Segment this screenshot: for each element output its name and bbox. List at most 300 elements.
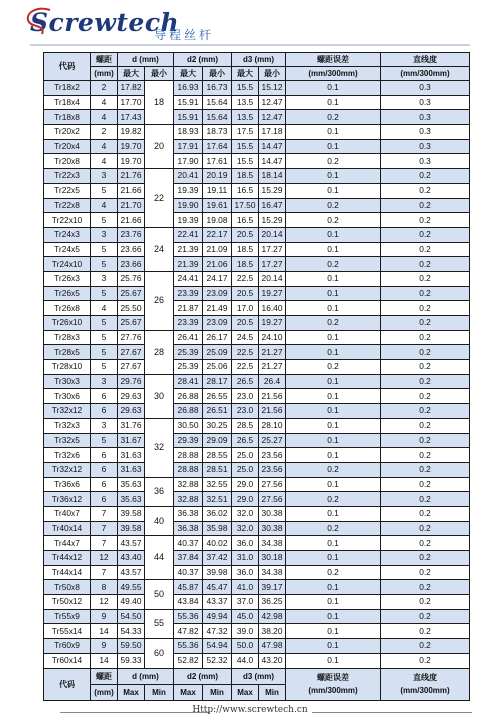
cell-pitch-error: 0.2 [286,110,381,125]
cell-code: Tr50x8 [44,580,91,595]
cell-d2-min: 28.17 [203,374,232,389]
cell-d3-max: 22.5 [232,345,259,360]
cell-d2-max: 36.38 [174,521,203,536]
cell-pitch-error: 0.2 [286,316,381,331]
cell-d2-min: 21.09 [203,242,232,257]
cell-d-min-merged: 40 [145,506,174,535]
cell-straightness: 0.2 [381,536,470,551]
cell-d-max: 27.67 [118,345,145,360]
cell-pitch-error: 0.1 [286,609,381,624]
cell-d-max: 23.66 [118,257,145,272]
cell-d-max: 23.76 [118,227,145,242]
cell-d2-max: 17.90 [174,154,203,169]
cell-code: Tr24x10 [44,257,91,272]
cell-d3-min: 15.29 [259,213,286,228]
cell-pitch-error: 0.2 [286,462,381,477]
cell-straightness: 0.2 [381,492,470,507]
table-row [44,462,470,477]
cell-d2-max: 45.87 [174,580,203,595]
cell-d2-min: 37.42 [203,551,232,566]
cell-d3-max: 20.5 [232,286,259,301]
cell-d3-max: 16.5 [232,183,259,198]
table-row [44,345,470,360]
cell-d3-max: 28.5 [232,418,259,433]
cell-d2-min: 26.55 [203,389,232,404]
cell-pitch: 7 [91,521,118,536]
cell-d2-min: 15.64 [203,110,232,125]
cell-straightness: 0.2 [381,301,470,316]
cell-code: Tr44x7 [44,536,91,551]
cell-pitch-error: 0.1 [286,506,381,521]
cell-d3-min: 14.47 [259,139,286,154]
cell-straightness: 0.2 [381,418,470,433]
cell-d2-min: 36.02 [203,506,232,521]
cell-d-max: 31.76 [118,418,145,433]
cell-pitch: 5 [91,213,118,228]
cell-code: Tr18x4 [44,95,91,110]
cell-pitch-error: 0.1 [286,551,381,566]
cell-d3-min: 26.4 [259,374,286,389]
header-d2-max: 最大 [174,67,203,81]
cell-d3-max: 15.5 [232,81,259,96]
cell-pitch: 2 [91,125,118,140]
cell-straightness: 0.3 [381,154,470,169]
cell-d-min-merged: 32 [145,418,174,477]
cell-code: Tr32x3 [44,418,91,433]
cell-d3-max: 15.5 [232,139,259,154]
cell-straightness: 0.2 [381,639,470,654]
cell-straightness: 0.2 [381,198,470,213]
cell-pitch: 12 [91,595,118,610]
cell-d-max: 27.67 [118,360,145,375]
spec-table [43,52,470,701]
cell-d3-min: 25.27 [259,433,286,448]
cell-d3-min: 15.29 [259,183,286,198]
footer-url: Http://www.screwtech.cn [192,705,308,715]
header-d-min: 最小 [145,67,174,81]
cell-d3-max: 18.5 [232,257,259,272]
cell-code: Tr20x2 [44,125,91,140]
cell-pitch-error: 0.1 [286,624,381,639]
cell-pitch: 7 [91,506,118,521]
cell-d-max: 29.76 [118,374,145,389]
page-subtitle: 导程丝杆 [154,28,215,42]
cell-straightness: 0.2 [381,624,470,639]
table-row [44,448,470,463]
cell-d3-max: 37.0 [232,595,259,610]
cell-d2-min: 47.32 [203,624,232,639]
footer-d2-max: Max [174,684,203,700]
cell-pitch: 6 [91,462,118,477]
header-d3-max: 最大 [232,67,259,81]
cell-d2-max: 28.41 [174,374,203,389]
cell-d-max: 39.58 [118,521,145,536]
cell-straightness: 0.2 [381,330,470,345]
table-row [44,139,470,154]
cell-d2-max: 22.41 [174,227,203,242]
cell-d-max: 25.50 [118,301,145,316]
cell-d2-max: 21.87 [174,301,203,316]
cell-straightness: 0.2 [381,462,470,477]
cell-d2-min: 39.98 [203,565,232,580]
cell-d2-max: 26.88 [174,404,203,419]
cell-d2-min: 19.11 [203,183,232,198]
cell-d3-min: 27.56 [259,477,286,492]
cell-d3-min: 12.47 [259,95,286,110]
cell-straightness: 0.2 [381,213,470,228]
cell-d-max: 39.58 [118,506,145,521]
cell-straightness: 0.2 [381,242,470,257]
table-row [44,433,470,448]
cell-pitch: 5 [91,345,118,360]
table-header-row [44,53,470,67]
cell-pitch: 3 [91,169,118,184]
cell-code: Tr40x14 [44,521,91,536]
cell-d3-min: 30.38 [259,521,286,536]
cell-code: Tr22x8 [44,198,91,213]
footer-pitch-unit: (mm) [91,684,118,700]
cell-pitch-error: 0.1 [286,580,381,595]
cell-d3-min: 39.17 [259,580,286,595]
cell-pitch-error: 0.1 [286,404,381,419]
cell-d-min-merged: 44 [145,536,174,580]
cell-pitch-error: 0.1 [286,433,381,448]
footer-straight-unit: (mm/300mm) [400,686,450,695]
cell-pitch: 4 [91,139,118,154]
cell-d3-max: 22.5 [232,360,259,375]
cell-d2-max: 26.88 [174,389,203,404]
cell-d3-max: 13.5 [232,95,259,110]
cell-d3-min: 28.10 [259,418,286,433]
cell-d2-min: 28.51 [203,462,232,477]
cell-d3-max: 23.0 [232,404,259,419]
cell-d2-max: 29.39 [174,433,203,448]
cell-code: Tr24x5 [44,242,91,257]
logo-text: Screwtech [30,8,180,37]
cell-straightness: 0.2 [381,609,470,624]
cell-d3-min: 38.20 [259,624,286,639]
cell-pitch-error: 0.1 [286,448,381,463]
cell-pitch-error: 0.2 [286,492,381,507]
table-row [44,154,470,169]
cell-d3-min: 19.27 [259,286,286,301]
cell-d-max: 31.63 [118,462,145,477]
cell-d3-max: 16.5 [232,213,259,228]
cell-d3-min: 27.56 [259,492,286,507]
cell-pitch-error: 0.2 [286,213,381,228]
cell-pitch: 5 [91,330,118,345]
cell-code: Tr28x3 [44,330,91,345]
table-row [44,580,470,595]
cell-code: Tr55x9 [44,609,91,624]
cell-d3-max: 17.0 [232,301,259,316]
cell-d3-max: 25.0 [232,448,259,463]
cell-d2-min: 23.09 [203,286,232,301]
cell-code: Tr18x2 [44,81,91,96]
cell-straightness: 0.2 [381,227,470,242]
table-row [44,389,470,404]
table-body [44,81,470,669]
cell-straightness: 0.2 [381,551,470,566]
table-row [44,492,470,507]
cell-pitch: 6 [91,448,118,463]
cell-d3-min: 19.27 [259,316,286,331]
cell-code: Tr36x6 [44,477,91,492]
cell-straightness: 0.2 [381,433,470,448]
cell-pitch: 5 [91,360,118,375]
cell-pitch-error: 0.1 [286,301,381,316]
cell-pitch-error: 0.1 [286,183,381,198]
cell-d-max: 59.33 [118,653,145,668]
header-d-max: 最大 [118,67,145,81]
cell-d2-min: 43.37 [203,595,232,610]
cell-d-min-merged: 18 [145,81,174,125]
header-error-unit: (mm/300mm) [286,67,381,81]
cell-d2-min: 49.94 [203,609,232,624]
footer-code: 代码 [44,668,91,700]
cell-d-min-merged: 28 [145,330,174,374]
cell-d-max: 21.66 [118,213,145,228]
footer-d3: d3 (mm) [232,668,286,684]
table-row [44,301,470,316]
header-d: d (mm) [118,53,174,67]
cell-d3-max: 29.0 [232,492,259,507]
cell-d-max: 35.63 [118,477,145,492]
table-row [44,639,470,654]
cell-code: Tr20x8 [44,154,91,169]
cell-d-max: 35.63 [118,492,145,507]
cell-d3-max: 18.5 [232,169,259,184]
cell-d2-max: 18.93 [174,125,203,140]
table-row [44,609,470,624]
cell-d-max: 43.40 [118,551,145,566]
header-pitch-error: 螺距误差 [286,53,381,67]
cell-d-max: 43.57 [118,536,145,551]
cell-d-max: 21.66 [118,183,145,198]
cell-pitch-error: 0.1 [286,169,381,184]
cell-d2-min: 23.09 [203,316,232,331]
cell-d-max: 29.63 [118,404,145,419]
cell-d2-max: 28.88 [174,448,203,463]
cell-pitch: 5 [91,286,118,301]
cell-d-max: 23.66 [118,242,145,257]
cell-d-max: 25.67 [118,316,145,331]
cell-d3-max: 44.0 [232,653,259,668]
cell-d3-max: 22.5 [232,271,259,286]
cell-d-max: 21.70 [118,198,145,213]
cell-d2-max: 55.36 [174,609,203,624]
cell-d3-max: 13.5 [232,110,259,125]
cell-code: Tr50x12 [44,595,91,610]
header-d2-min: 最小 [203,67,232,81]
cell-straightness: 0.2 [381,286,470,301]
cell-pitch-error: 0.1 [286,271,381,286]
cell-pitch: 5 [91,433,118,448]
cell-straightness: 0.3 [381,95,470,110]
cell-pitch-error: 0.1 [286,125,381,140]
cell-d2-max: 16.93 [174,81,203,96]
cell-d-max: 54.50 [118,609,145,624]
cell-d3-min: 17.18 [259,125,286,140]
cell-straightness: 0.2 [381,404,470,419]
cell-d-min-merged: 36 [145,477,174,506]
cell-d-max: 17.70 [118,95,145,110]
cell-straightness: 0.2 [381,521,470,536]
cell-code: Tr40x7 [44,506,91,521]
cell-pitch: 3 [91,227,118,242]
table-row [44,110,470,125]
table-row [44,477,470,492]
header-straightness: 直线度 [381,53,470,67]
cell-pitch-error: 0.1 [286,477,381,492]
table-row [44,653,470,668]
cell-code: Tr26x5 [44,286,91,301]
cell-pitch-error: 0.1 [286,418,381,433]
cell-d3-max: 18.5 [232,242,259,257]
cell-pitch: 3 [91,271,118,286]
cell-d2-min: 21.06 [203,257,232,272]
cell-d2-min: 25.09 [203,345,232,360]
cell-d2-min: 17.64 [203,139,232,154]
cell-d3-min: 15.12 [259,81,286,96]
cell-d3-min: 21.27 [259,345,286,360]
cell-pitch-error: 0.1 [286,374,381,389]
cell-d3-max: 45.0 [232,609,259,624]
cell-d3-min: 42.98 [259,609,286,624]
cell-pitch: 7 [91,565,118,580]
footer-d2: d2 (mm) [174,668,232,684]
cell-pitch: 6 [91,477,118,492]
cell-d3-max: 41.0 [232,580,259,595]
cell-pitch: 7 [91,536,118,551]
cell-code: Tr32x5 [44,433,91,448]
cell-d3-max: 20.5 [232,227,259,242]
table-row [44,330,470,345]
table-row [44,81,470,96]
cell-d3-max: 50.0 [232,639,259,654]
cell-code: Tr22x10 [44,213,91,228]
table-row [44,257,470,272]
cell-d3-max: 17.5 [232,125,259,140]
cell-straightness: 0.2 [381,257,470,272]
cell-pitch-error: 0.1 [286,345,381,360]
cell-d3-min: 12.47 [259,110,286,125]
cell-straightness: 0.3 [381,81,470,96]
cell-d-max: 19.70 [118,139,145,154]
cell-pitch: 4 [91,154,118,169]
cell-d3-max: 29.0 [232,477,259,492]
cell-d3-min: 14.47 [259,154,286,169]
cell-d3-min: 47.98 [259,639,286,654]
cell-straightness: 0.2 [381,653,470,668]
footer-pitch-error [286,668,381,700]
cell-d2-max: 19.90 [174,198,203,213]
logo-swoosh-icon [20,4,54,38]
page-header [30,6,470,46]
cell-d2-min: 16.73 [203,81,232,96]
cell-d2-max: 55.36 [174,639,203,654]
cell-pitch-error: 0.1 [286,536,381,551]
cell-d2-min: 35.98 [203,521,232,536]
cell-d2-max: 19.39 [174,183,203,198]
cell-d2-max: 21.39 [174,242,203,257]
cell-code: Tr22x5 [44,183,91,198]
cell-d-max: 31.63 [118,448,145,463]
cell-code: Tr30x6 [44,389,91,404]
table-row [44,286,470,301]
cell-d3-min: 34.38 [259,536,286,551]
cell-d2-min: 20.19 [203,169,232,184]
table-row [44,271,470,286]
cell-pitch: 3 [91,374,118,389]
cell-pitch-error: 0.2 [286,198,381,213]
cell-d2-max: 21.39 [174,257,203,272]
table-row [44,360,470,375]
cell-pitch: 6 [91,404,118,419]
cell-code: Tr60x14 [44,653,91,668]
cell-code: Tr44x12 [44,551,91,566]
footer-straightness [381,668,470,700]
cell-d2-min: 30.25 [203,418,232,433]
header-d2: d2 (mm) [174,53,232,67]
cell-d3-min: 16.47 [259,198,286,213]
cell-pitch-error: 0.1 [286,227,381,242]
cell-d3-min: 36.25 [259,595,286,610]
cell-straightness: 0.2 [381,360,470,375]
cell-d2-min: 40.02 [203,536,232,551]
table-row [44,536,470,551]
cell-d2-max: 43.84 [174,595,203,610]
cell-pitch: 5 [91,242,118,257]
cell-pitch-error: 0.1 [286,242,381,257]
cell-d3-min: 21.56 [259,389,286,404]
cell-straightness: 0.2 [381,316,470,331]
footer-d-min: Min [145,684,174,700]
header-straight-unit: (mm/300mm) [381,67,470,81]
cell-pitch-error: 0.2 [286,521,381,536]
cell-code: Tr26x3 [44,271,91,286]
table-row [44,506,470,521]
cell-d-min-merged: 60 [145,639,174,668]
cell-d-min-merged: 55 [145,609,174,638]
cell-d3-max: 23.0 [232,389,259,404]
cell-pitch: 9 [91,609,118,624]
footer-d2-min: Min [203,684,232,700]
cell-d-max: 17.82 [118,81,145,96]
cell-d-max: 25.67 [118,286,145,301]
cell-d3-min: 30.18 [259,551,286,566]
cell-d2-min: 21.49 [203,301,232,316]
cell-straightness: 0.2 [381,565,470,580]
cell-d-max: 17.43 [118,110,145,125]
cell-code: Tr32x12 [44,404,91,419]
cell-d3-min: 30.38 [259,506,286,521]
cell-code: Tr36x12 [44,492,91,507]
cell-d-max: 21.76 [118,169,145,184]
footer-straight-label: 直线度 [413,673,438,682]
cell-d2-min: 54.94 [203,639,232,654]
table-row [44,374,470,389]
cell-d3-max: 15.5 [232,154,259,169]
cell-straightness: 0.2 [381,389,470,404]
cell-d-max: 19.70 [118,154,145,169]
cell-pitch-error: 0.2 [286,257,381,272]
cell-d3-min: 20.14 [259,271,286,286]
cell-pitch: 5 [91,316,118,331]
cell-pitch: 4 [91,301,118,316]
cell-d-min-merged: 22 [145,169,174,228]
cell-pitch: 14 [91,624,118,639]
